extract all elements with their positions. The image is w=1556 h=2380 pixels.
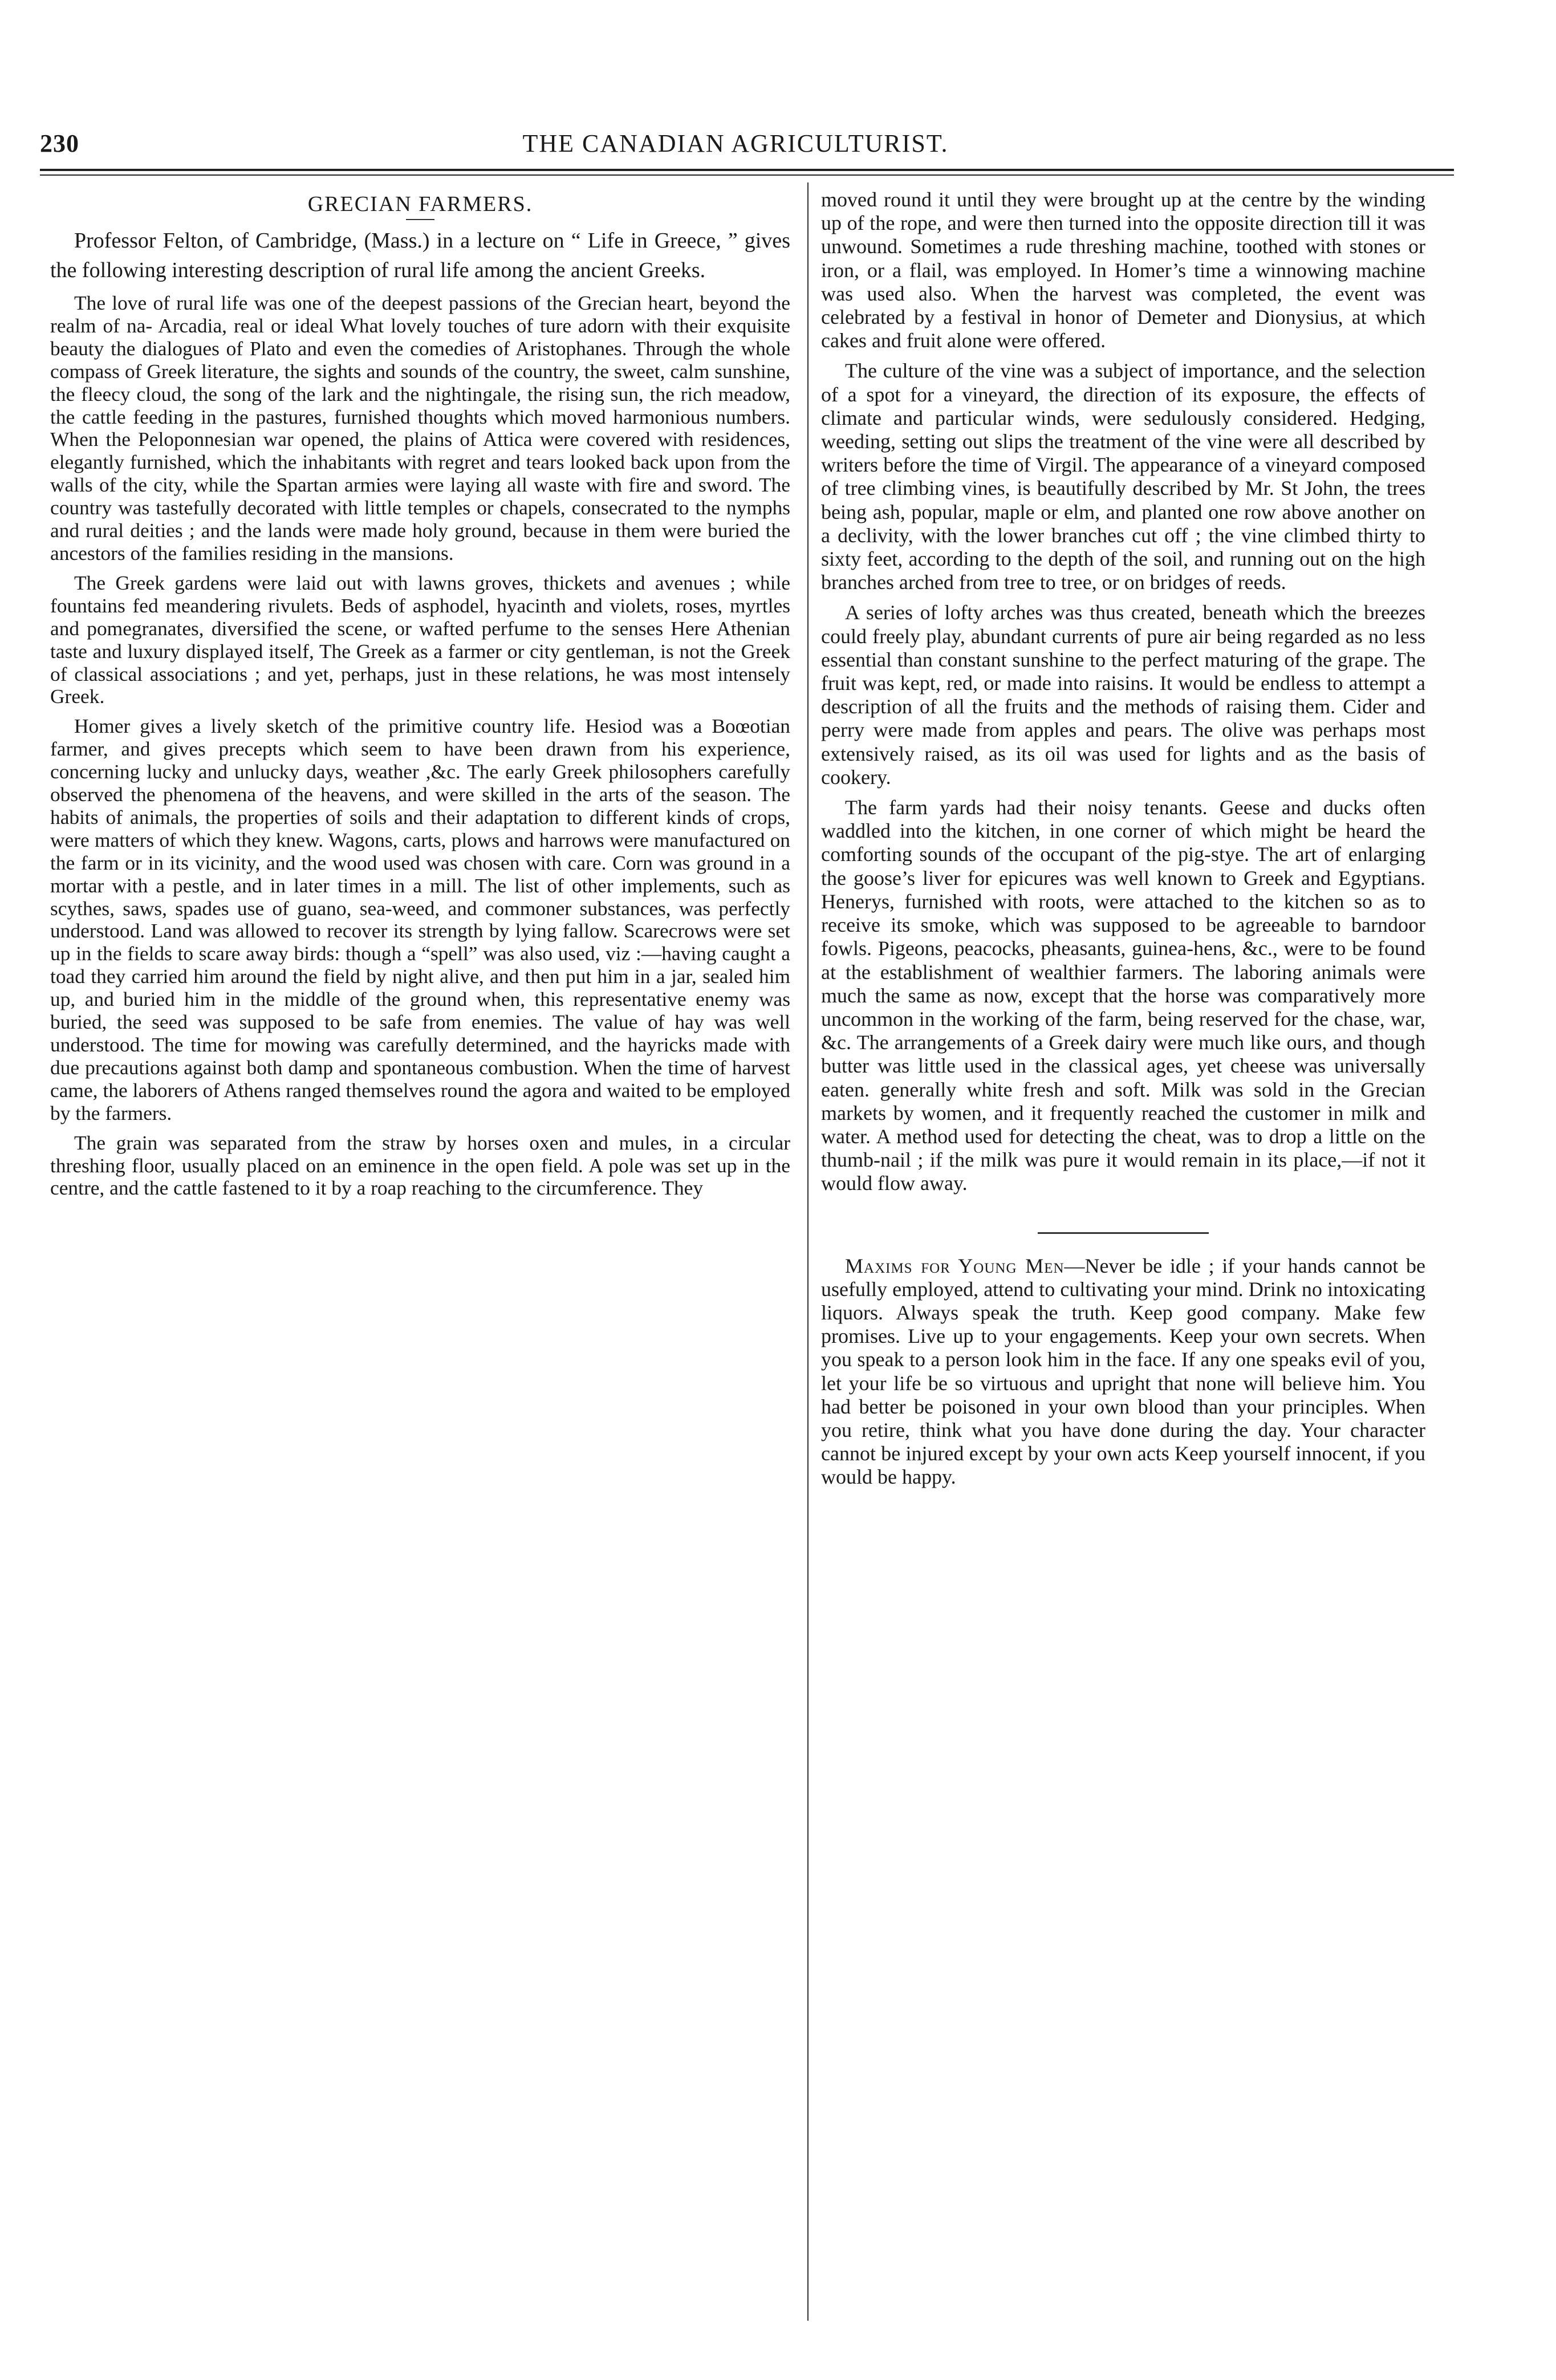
- article-paragraph: The Greek gardens were laid out with lawns groves, thickets and avenues ; while fountains fed meandering rivulets. Beds of asphodel, hyacinth and violets, roses, myrtles and pomegranates, diversified the scene, or wafted perfume to the senses Here Athenian taste and luxury displayed itself, The Greek as a farmer or city gentleman, is not the Greek of classical associations ; and yet, perhaps, just in these relations, he was most intensely Greek.: [50, 571, 790, 708]
- article-paragraph: The love of rural life was one of the deepest passions of the Grecian heart, beyond the realm of na- Arcadia, real or ideal What lovely touches of ture adorn with their exquisite beauty the dialogues of Plato and even the comedies of Aristophanes. Through the whole compass of Greek literature, the sights and sounds of the country, the sweet, calm sunshine, the fleecy cloud, the song of the lark and the nightingale, the rising sun, the rich meadow, the cattle feeding in the pastures, furnished thoughts which moved harmonious numbers. When the Peloponnesian war opened, the plains of Attica were covered with residences, elegantly furnished, which the inhabitants with regret and tears looked back upon from the walls of the city, while the Spartan armies were laying all waste with fire and sword. The country was tastefully decorated with little temples or chapels, consecrated to the nymphs and rural deities ; and the lands were made holy ground, because in them were buried the ancestors of the families residing in the mansions.: [50, 291, 790, 564]
- header-rule-thin: [40, 174, 1454, 176]
- maxims-text: —Never be idle ; if your hands cannot be usefully employed, attend to cultivating your mind. Drink no intoxicating liquors. Always speak the truth. Keep good company. Make few promises. Live up to your engagements. Keep your own secrets. When you speak to a person look him in the face. If any one speaks evil of you, let your life be so virtuous and upright that none will believe him. You had better be poisoned in your own blood than your principles. When you retire, think what you have done during the day. Your character cannot be injured except by your own acts Keep yourself innocent, if you would be happy.: [821, 1254, 1425, 1489]
- article-paragraph: Professor Felton, of Cambridge, (Mass.) in a lecture on “ Life in Greece, ” gives the following interesting description of rural life among the ancient Greeks.: [50, 229, 790, 282]
- header-rule-thick: [40, 169, 1454, 171]
- page-number: 230: [40, 129, 79, 157]
- page-header: [40, 129, 1431, 163]
- maxims-heading: Maxims for Young Men: [845, 1254, 1065, 1277]
- article-title: GRECIAN FARMERS.: [307, 192, 533, 216]
- maxims-article: [821, 1254, 1425, 1489]
- column-divider: [807, 182, 809, 2321]
- left-column: [50, 188, 790, 1207]
- section-rule: [1038, 1232, 1209, 1234]
- article-paragraph: Homer gives a lively sketch of the primitive country life. Hesiod was a Boœotian farmer, and gives precepts which seem to have been drawn from his experience, concerning lucky and unlucky days, weather ,&c. The early Greek philosophers carefully observed the phenomena of the heavens, and were skilled in the arts of the season. The habits of animals, the properties of soils and their adaptation to different kinds of crops, were matters of which they knew. Wagons, carts, plows and harrows were manufactured on the farm or in its vicinity, and the wood used was chosen with care. Corn was ground in a mortar with a pestle, and in later times in a mill. The list of other implements, such as scythes, saws, spades use of guano, sea-weed, and commoner substances, was perfectly understood. Land was allowed to recover its strength by lying fallow. Scarecrows were set up in the fields to scare away birds: though a “spell” was also used, viz :—having caught a toad they carried him around the field by night alive, and then put him in a jar, sealed him up, and buried him in the middle of the ground when, this representative enemy was buried, the seed was supposed to be safe from enemies. The value of hay was well understood. The time for mowing was carefully determined, and the hayricks made with due precautions against both damp and spontaneous combustion. When the time of harvest came, the laborers of Athens ranged themselves round the agora and waited to be employed by the farmers.: [50, 714, 790, 1124]
- article-paragraph: A series of lofty arches was thus created, beneath which the breezes could freely play, abundant currents of pure air being regarded as no less essential than constant sunshine to the perfect maturing of the grape. The fruit was kept, red, or made into raisins. It would be endless to attempt a description of all the fruits and the methods of raising them. Cider and perry were made from apples and pears. The olive was perhaps most extensively raised, as its oil was used for lights and as the basis of cookery.: [821, 601, 1425, 789]
- article-paragraph: moved round it until they were brought up at the centre by the winding up of the rope, and were then turned into the opposite direction till it was unwound. Sometimes a rude threshing machine, toothed with stones or iron, or a flail, was employed. In Homer’s time a winnowing machine was used also. When the harvest was completed, the event was celebrated by a festival in honor of Demeter and Dionysius, at which cakes and fruit alone were offered.: [821, 188, 1425, 352]
- article-paragraph: The farm yards had their noisy tenants. Geese and ducks often waddled into the kitchen, in one corner of which might be heard the comforting sounds of the occupant of the pig-stye. The art of enlarging the goose’s liver for epicures was well known to Greek and Egyptians. Henerys, furnished with roots, were attached to the kitchen so as to receive its smoke, which was supposed to be agreeable to barndoor fowls. Pigeons, peacocks, pheasants, guinea-hens, &c., were to be found at the establishment of wealthier farmers. The laboring animals were much the same as now, except that the horse was comparatively more uncommon in the working of the farm, being reserved for the chase, war, &c. The arrangements of a Greek dairy were much like ours, and though butter was little used in the classical ages, yet cheese was universally eaten. generally white fresh and soft. Milk was sold in the Grecian markets by women, and it frequently reached the customer in milk and water. A method used for detecting the cheat, was to drop a little on the thumb-nail ; if the milk was pure it would remain in its place,—if not it would flow away.: [821, 796, 1425, 1195]
- article-paragraph: The culture of the vine was a subject of importance, and the selection of a spot for a vineyard, the direction of its exposure, the effects of climate and particular winds, were sedulously considered. Hedging, weeding, setting out slips the treatment of the vine were all described by writers before the time of Virgil. The appearance of a vineyard composed of tree climbing vines, is beautifully described by Mr. St John, the trees being ash, popular, maple or elm, and planted one row above another on a declivity, with the lower branches cut off ; the vine climbed thirty to sixty feet, according to the depth of the soil, and running out on the high branches arched from tree to tree, or on bridges of reeds.: [821, 359, 1425, 594]
- maxims-paragraph: [821, 1254, 1425, 1489]
- title-rule: [406, 219, 434, 220]
- right-column: [821, 188, 1425, 1496]
- running-title: THE CANADIAN AGRICULTURIST.: [522, 129, 949, 157]
- article-paragraph: The grain was separated from the straw by horses oxen and mules, in a circular threshing floor, usually placed on an eminence in the open field. A pole was set up in the centre, and the cattle fastened to it by a roap reaching to the circumference. They: [50, 1131, 790, 1200]
